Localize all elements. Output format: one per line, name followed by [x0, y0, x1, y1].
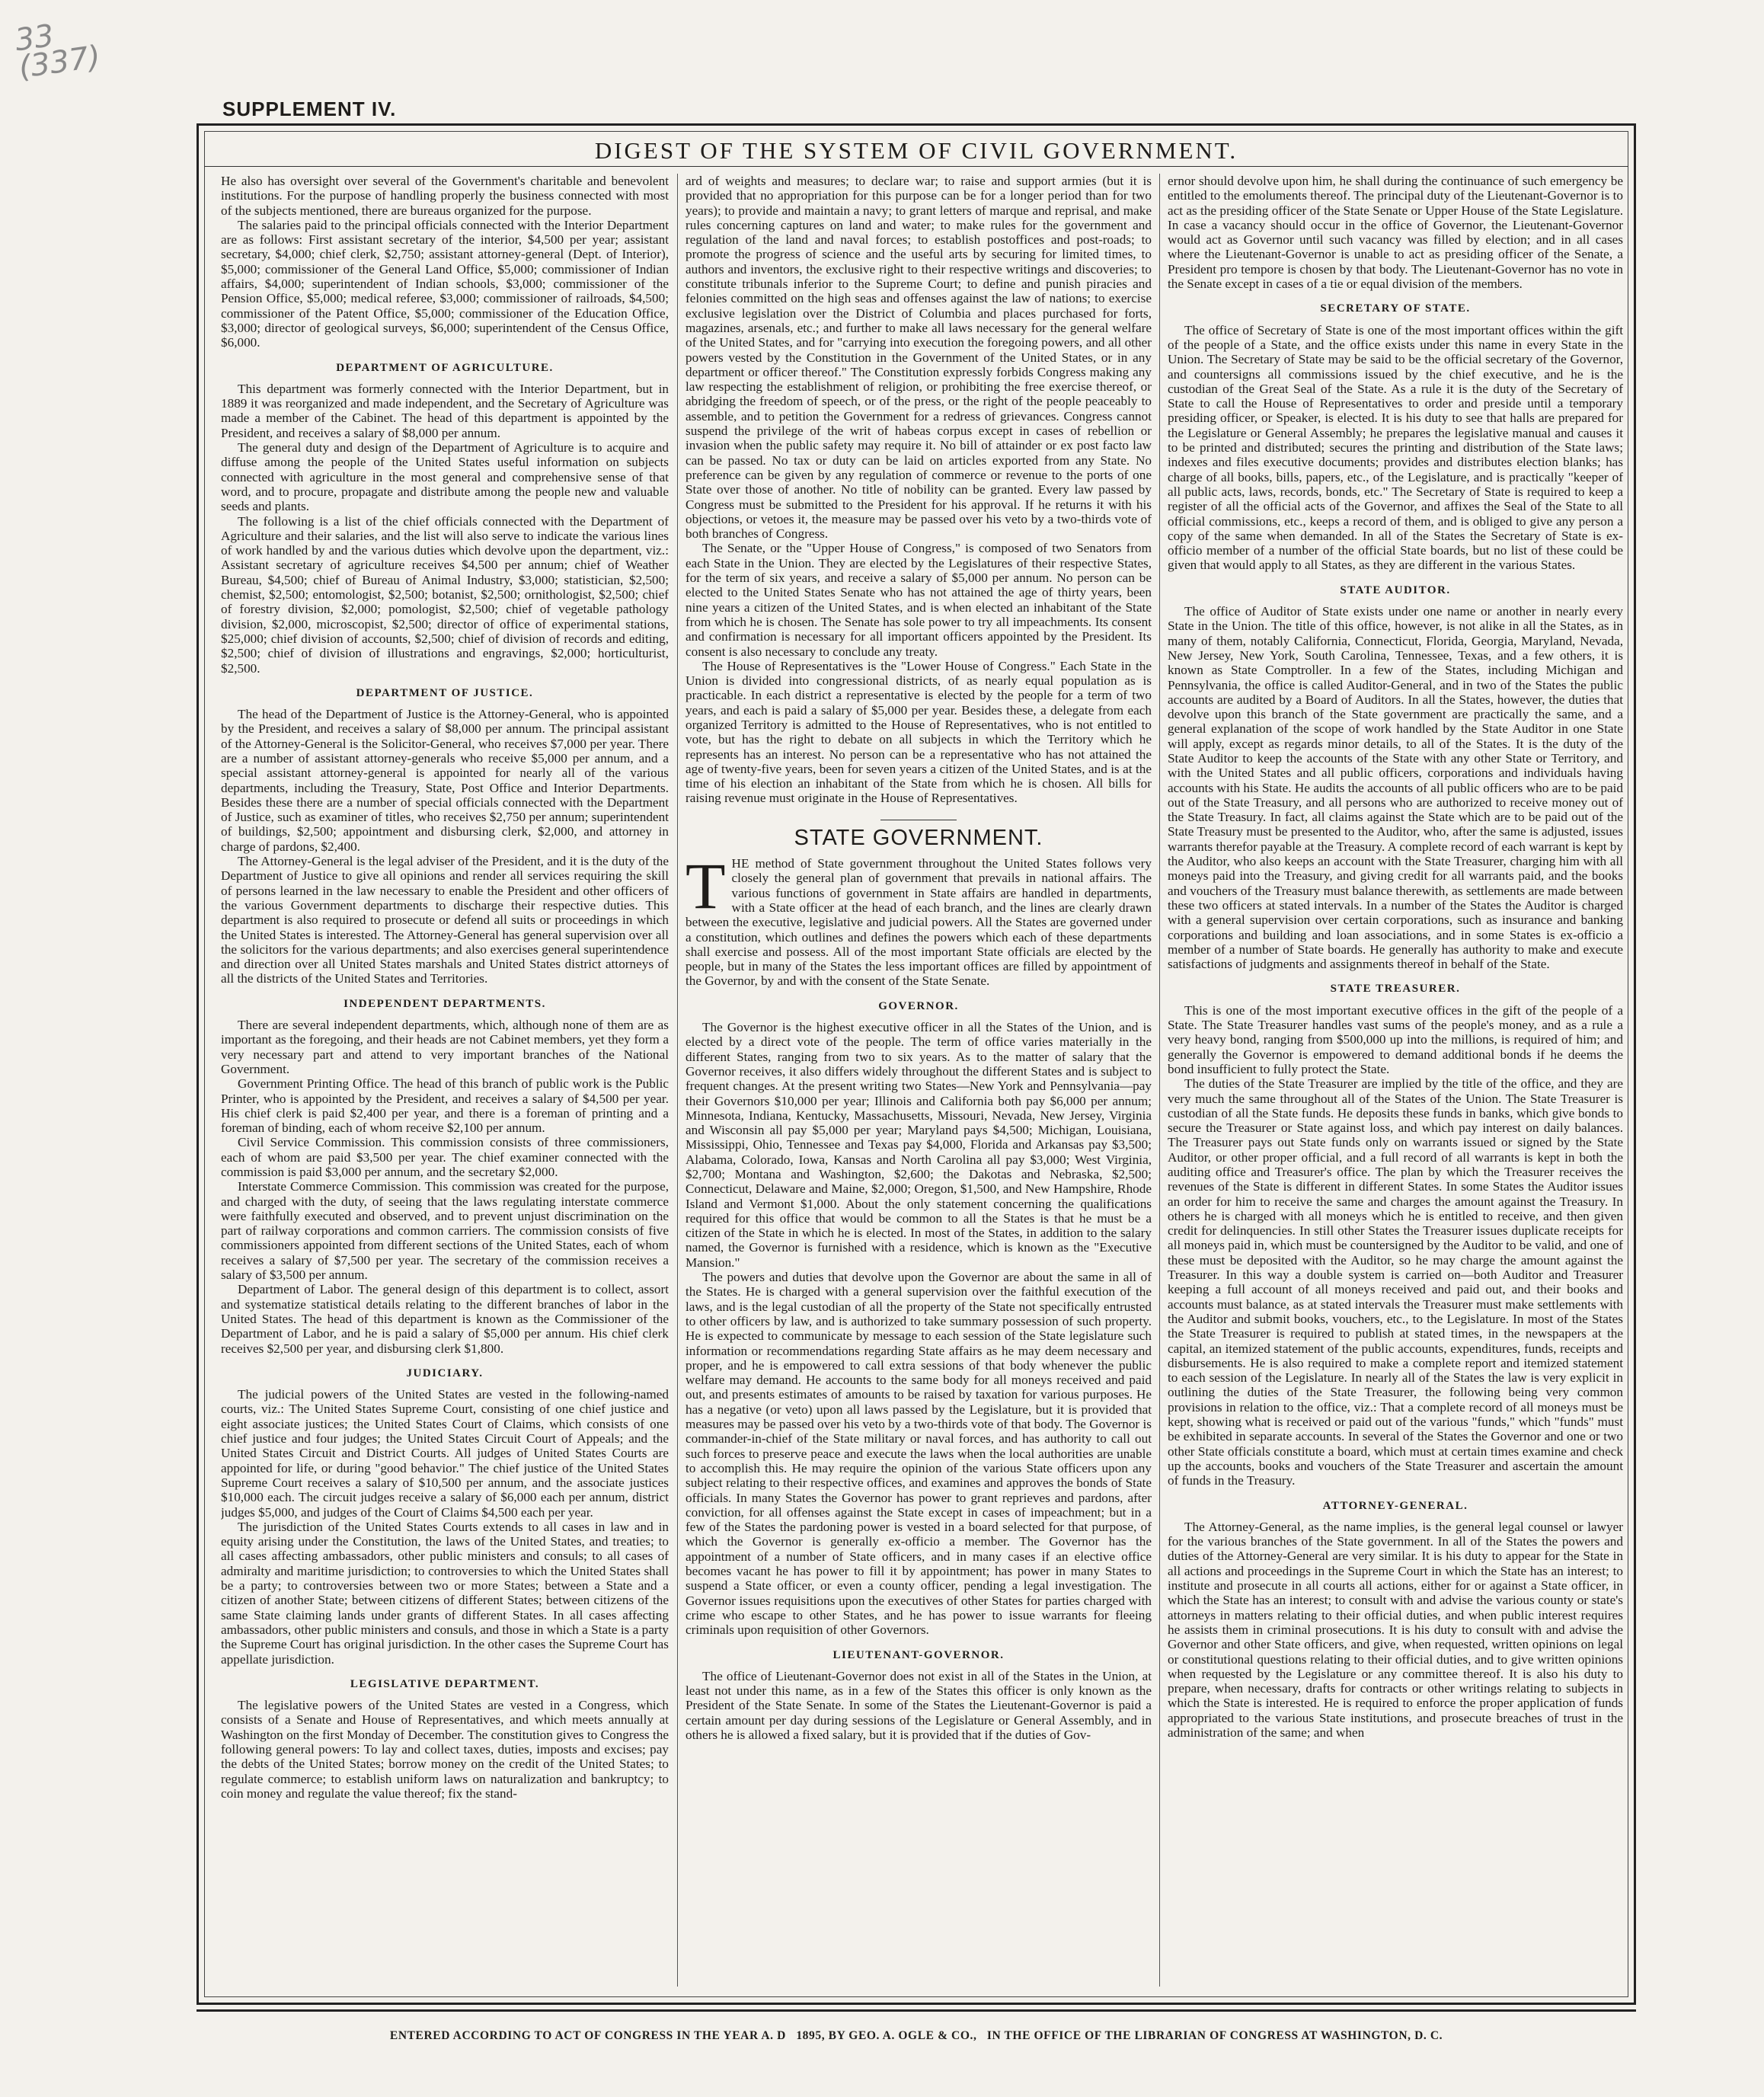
- section-heading: GOVERNOR.: [878, 999, 959, 1012]
- section-heading: INDEPENDENT DEPARTMENTS.: [344, 997, 546, 1010]
- paragraph: This department was formerly connected with the Interior Department, but in 1889 it was reorganized and made independent, and the Secretary of Agriculture was made a member of the Cabinet. The head of this department is appointed by the President, and receives a salary of $8,000 per annum.: [221, 381, 669, 440]
- paragraph: The jurisdiction of the United States Courts extends to all cases in law and in equity arising under the Constitution, the laws of the United States, and treaties; to all cases affecting ambassadors, other public ministers and consuls; to all cases of admiralty and maritime jurisdiction; to controversies to which the United States shall be a party; to controversies between two or more States; between a State and a citizen of another State; between citizens of different States; between citizens of the same State claiming lands under grants of different States. In all cases affecting ambassadors, other public ministers and consuls, and those in which a State is a party the Supreme Court has original jurisdiction. In the other cases the Supreme Court has appellate jurisdiction.: [221, 1519, 669, 1667]
- paragraph: Civil Service Commission. This commission consists of three commissioners, each of whom are paid $3,500 per year. The chief examiner connected with the commission is paid $3,000 per annum, and the secretary $2,000.: [221, 1135, 669, 1179]
- paragraph: The judicial powers of the United States are vested in the following-named courts, viz.: The United States Supreme Court, consisting of one chief justice and eight associate justices; the United States Court of Claims, which consists of one chief justice and four judges; the United States Circuit Court of Appeals; and the United States Circuit and District Courts. All judges of United States Courts are appointed for life, or during "good behavior." The chief justice of the United States Supreme Court receives a salary of $10,500 per annum, and the associate justices $10,000 each. The circuit judges receive a salary of $6,000 each per annum, district judges $5,000, and judges of the Court of Claims $4,500 each per year.: [221, 1387, 669, 1520]
- page-title: DIGEST OF THE SYSTEM OF CIVIL GOVERNMENT.: [594, 137, 1238, 164]
- state-government-title: STATE GOVERNMENT.: [794, 825, 1043, 850]
- column-divider-2: [1159, 174, 1160, 1987]
- section-heading: ATTORNEY-GENERAL.: [1322, 1499, 1468, 1512]
- section-heading: LIEUTENANT-GOVERNOR.: [832, 1648, 1005, 1661]
- title-rule: [204, 166, 1628, 167]
- paragraph: The Attorney-General, as the name implies, is the general legal counsel or lawyer for the various branches of the State government. In all of the States the powers and duties of the Attorney-General are very similar. It is his duty to appear for the State in all actions and proceedings in the Supreme Court in which the State has an interest; to institute and prosecute in all courts all actions, either for or against a State officer, in which the State has an interest; to consult with and advise the various county or state's attorneys in matters relating to their official duties, and when public interest requires he assists them in criminal prosecutions. It is his duty to consult with and advise the Governor and other State officers, and give, when requested, written opinions on legal or constitutional questions relating to their official duties, and to give written opinions when requested by the Legislature or any committee thereof. It is also his duty to prepare, when necessary, drafts for contracts or other writings relating to subjects in which the State is interested. He is required to enforce the proper application of funds appropriated to the various State institutions, and prosecute breaches of trust in the administration of the same; and when: [1168, 1519, 1623, 1740]
- section-heading: DEPARTMENT OF AGRICULTURE.: [336, 361, 554, 374]
- paragraph: The powers and duties that devolve upon the Governor are about the same in all of the States. He is charged with a general supervision over the faithful execution of the laws, and is the legal custodian of all the property of the State not specifically entrusted to other officers by law, and is authorized to take summary possession of such property. He is expected to communicate by message to each session of the State legislature such information or recommendations regarding State affairs as he may deem necessary and proper, and he is empowered to call extra sessions of that body whenever the public welfare may demand. He accounts to the same body for all moneys received and paid out, and presents estimates of amounts to be raised by taxation for various purposes. He has a negative (or veto) upon all laws passed by the Legislature, but it is provided that measures may be passed over his veto by a two-thirds vote of that body. The Governor is commander-in-chief of the State military or naval forces, and has authority to call out such forces to preserve peace and execute the laws when the local authorities are unable to accomplish this. He may require the opinion of the various State officers upon any subject relating to their respective offices, and examines and approves the bonds of State officials. In many States the Governor has power to grant reprieves and pardons, after conviction, for all offenses against the State except in cases of impeachment; but in a few of the States the pardoning power is vested in a board selected for that purpose, of which the Governor is generally ex-officio a member. The Governor has the appointment of a number of State officers, and in many cases if an elective office becomes vacant he has power to fill it by appointment; has power in many States to suspend a State officer, or even a county officer, pending a legal investigation. The Governor issues requisitions upon the executives of other States for parties charged with crime who escape to other States, and he has power to issue warrants for fleeing criminals upon requisition of other Governors.: [685, 1270, 1152, 1638]
- paragraph: The Attorney-General is the legal adviser of the President, and it is the duty of the Department of Justice to give all opinions and render all services requiring the skill of persons learned in the law necessary to enable the President and other officers of the various Government departments to discharge their respective duties. This department is also required to prosecute or defend all suits or proceedings in which the United States is interested. The Attorney-General has general supervision over all the solicitors for the various departments; and also exercises general superintendence and direction over all United States marshals and United States district attorneys of all the districts of the United States and Territories.: [221, 854, 669, 986]
- section-heading: STATE AUDITOR.: [1340, 583, 1451, 596]
- section-heading: SECRETARY OF STATE.: [1320, 302, 1471, 315]
- paragraph: The office of Secretary of State is one of the most important offices within the gift of the people of a State, and the office exists under this name in every State in the Union. The Secretary of State may be said to be the official secretary of the Governor, and countersigns all commissions issued by the chief executive, and he is the custodian of the Great Seal of the State. As a rule it is the duty of the Secretary of State to call the House of Representatives to order and preside until a temporary presiding officer, or Speaker, is elected. It is his duty to see that halls are prepared for the Legislature or General Assembly; he prepares the legislative manual and causes it to be printed and distributed; secures the printing and distribution of the State laws; indexes and files executive documents; provides and distributes election blanks; has charge of all books, bills, papers, etc., of the Legislature, and is practically "keeper of all public acts, laws, records, bonds, etc." The Secretary of State is required to keep a register of all the official acts of the Governor, and affixes the Seal of the State to all official commissions, etc., keeps a record of them, and is obliged to give any person a copy of the same when demanded. In all of the States the Secretary of State is ex-officio member of a number of the official State boards, but no list of these could be given that would apply to all States, as they are different in the various States.: [1168, 322, 1623, 573]
- paragraph: Department of Labor. The general design of this department is to collect, assort and systematize statistical details relating to the different branches of labor in the United States. The head of this department is known as the Commissioner of the Department of Labor, and he is paid a salary of $5,000 per annum. His chief clerk receives $2,500 per year, and disbursing clerk $1,800.: [221, 1282, 669, 1356]
- paragraph: The general duty and design of the Department of Agriculture is to acquire and diffuse among the people of the United States useful information on subjects connected with agriculture in the most general and comprehensive sense of that word, and to procure, propagate and distribute among the people new and valuable seeds and plants.: [221, 440, 669, 514]
- paragraph: The legislative powers of the United States are vested in a Congress, which consists of a Senate and House of Representatives, and which meets annually at Washington on the first Monday of December. The constitution gives to Congress the following general powers: To lay and collect taxes, duties, imposts and excises; pay the debts of the United States; borrow money on the credit of the United States; to regulate commerce; to establish uniform laws on naturalization and bankruptcy; to coin money and regulate the value thereof; fix the stand-: [221, 1698, 669, 1801]
- paragraph: He also has oversight over several of the Government's charitable and benevolent institutions. For the purpose of handling properly the business connected with most of the subjects mentioned, there are bureaus organized for the purpose.: [221, 174, 669, 218]
- paragraph: This is one of the most important executive offices in the gift of the people of a State. The State Treasurer handles vast sums of the people's money, and as a rule a very heavy bond, ranging from $500,000 up into the millions, is required of him; and generally the Governor is empowered to demand additional bonds if he deems the bond insufficient to fully protect the State.: [1168, 1002, 1623, 1076]
- section-heading: JUDICIARY.: [406, 1367, 484, 1379]
- paragraph: The following is a list of the chief officials connected with the Department of Agriculture and their salaries, and the list will also serve to indicate the various lines of work handled by and the various duties which devolve upon the department, viz.: Assistant secretary of agriculture receives $4,500 per annum; chief of Weather Bureau, $4,500; chief of Bureau of Animal Industry, $3,000; statistician, $2,500; chemist, $2,500; entomologist, $2,500; botanist, $2,500; ornithologist, $2,500; chief of forestry division, $2,000; pomologist, $2,500; chief of vegetable pathology division, $2,000, microscopist, $2,500; director of office of experimental stations, $25,000; chief division of accounts, $2,500; chief of division of records and editing, $2,500; chief of division of illustrations and engravings, $2,000; horticulturist, $2,500.: [221, 513, 669, 676]
- column-1: [221, 174, 669, 1979]
- section-heading: LEGISLATIVE DEPARTMENT.: [350, 1677, 540, 1690]
- drop-cap: T: [685, 849, 726, 923]
- paragraph: The Governor is the highest executive officer in all the States of the Union, and is elected by a direct vote of the people. The term of office varies materially in the different States, ranging from two to six years. As to the matter of salary that the Governor receives, it also differs widely throughout the different States and is subject to frequent changes. At the present writing two States—New York and Pennsylvania—pay their Governors $10,000 per year; Illinois and California both pay $6,000 per annum; Minnesota, Indiana, Kentucky, Massachusetts, Missouri, Nevada, New Jersey, Virginia and Wisconsin all pay $5,000 per year; Maryland pays $4,500; Michigan, Louisiana, Mississippi, Ohio, Tennessee and Texas pay $4,000, Florida and Arkansas pay $3,500; Alabama, Colorado, Iowa, Kansas and North Carolina all pay $3,000; West Virginia, $2,700; Montana and Washington, $2,600; the Dakotas and Nebraska, $2,500; Connecticut, Delaware and Maine, $2,000; Oregon, $1,500, and New Hampshire, Rhode Island and Vermont $1,000. About the only statement concerning the qualifications required for this office that would be common to all the States is that he must be a citizen of the State in which he is elected. In most of the States, in addition to the salary named, the Governor is furnished with a residence, which is known as the "Executive Mansion.": [685, 1020, 1152, 1270]
- paragraph: The head of the Department of Justice is the Attorney-General, who is appointed by the President, and receives a salary of $8,000 per annum. The principal assistant of the Attorney-General is the Solicitor-General, who receives $7,000 per year. There are a number of assistant attorney-generals who receive $5,000 per annum, and a special assistant attorney-general is appointed for nearly all of the various departments, including the Treasury, State, Post Office and Interior Departments. Besides these there are a number of special officials connected with the Department of Justice, such as examiner of titles, who receives $2,750 per annum; superintendent of buildings, $2,500; appointment and disbursing clerk, $2,000, and attorney in charge of pardons, $2,400.: [221, 707, 669, 854]
- bottom-rule: [197, 2009, 1636, 2012]
- paragraph: The office of Lieutenant-Governor does not exist in all of the States in the Union, at least not under this name, as in a few of the States this officer is only known as the President of the State Senate. In some of the States the Lieutenant-Governor is paid a certain amount per day during sessions of the Legislature or General Assembly, and in others he is allowed a fixed salary, but it is provided that if the duties of Gov-: [685, 1668, 1152, 1742]
- section-heading: DEPARTMENT OF JUSTICE.: [356, 686, 534, 699]
- column-divider-1: [677, 174, 678, 1987]
- copyright-footer: ENTERED ACCORDING TO ACT OF CONGRESS IN THE YEAR A. D 1895, BY GEO. A. OGLE & CO., IN THE OFFICE OF THE LIBRARIAN OF CONGRESS AT WASHINGTON, D. C.: [389, 2029, 1443, 2042]
- paragraph: ernor should devolve upon him, he shall during the continuance of such emergency be entitled to the emoluments thereof. The principal duty of the Lieutenant-Governor is to act as the presiding officer of the State Senate or Upper House of the State Legislature. In case a vacancy should occur in the office of Governor, the Lieutenant-Governor would act as Governor until such vacancy was filled by election; and in all cases where the Lieutenant-Governor is unable to act as presiding officer of the Senate, a President pro tempore is chosen by that body. The Lieutenant-Governor has no vote in the Senate except in cases of a tie or equal division of the members.: [1168, 174, 1623, 292]
- paragraph: ard of weights and measures; to declare war; to raise and support armies (but it is provided that no appropriation for this purpose can be for a longer period than for two years); to provide and maintain a navy; to grant letters of marque and reprisal, and make rules concerning captures on land and water; to make rules for the government and regulation of the land and naval forces; to establish postoffices and post-roads; to promote the progress of science and the useful arts by securing for limited times, to authors and inventors, the exclusive right to their respective writings and discoveries; to constitute tribunals inferior to the Supreme Court; to define and punish piracies and felonies committed on the high seas and offenses against the law of nations; to exercise exclusive legislation over the District of Columbia and places purchased for forts, magazines, arsenals, etc.; and further to make all laws necessary for the general welfare of the United States, and for "carrying into execution the foregoing powers, and all other powers vested by the Constitution in the Government of the United States, or in any department or officer thereof." The Constitution expressly forbids Congress making any law respecting the establishment of religion, or prohibiting the free exercise thereof, or abridging the freedom of speech, or of the press, or the right of the people peaceably to assemble, and to petition the Government for a redress of grievances. Congress cannot suspend the privilege of the writ of habeas corpus except in cases of rebellion or invasion when the public safety may require it. No bill of attainder or ex post facto law can be passed. No tax or duty can be laid on articles exported from any State. No preference can be given by any regulation of commerce or revenue to the ports of one State over those of another. No title of nobility can be granted. Every law passed by Congress must be submitted to the President for his approval. If he returns it with his objections, or vetoes it, the measure may be passed over his veto by a two-thirds vote of both branches of Congress.: [685, 174, 1152, 542]
- paragraph: The duties of the State Treasurer are implied by the title of the office, and they are very much the same throughout all of the States of the Union. The State Treasurer is custodian of all the State funds. He deposits these funds in banks, which give bonds to secure the Treasurer or State against loss, and which pay interest on daily balances. The Treasurer pays out State funds only on warrants issued or signed by the State Auditor, or other proper official, and a full record of all warrants is kept in both the auditing office and Treasurer's office. The plan by which the Treasurer receives the revenues of the State is different in different States. In some States the Auditor issues an order for him to receive the same and charges the amount against the Treasury. In others he is charged with all moneys which he is entitled to receive, and then given credit for delinquencies. In still other States the Treasurer issues duplicate receipts for all moneys paid in, which must be countersigned by the Auditor to be valid, and one of these must be deposited with the Auditor, so he may charge the amount against the Treasurer. In this way a double system is carried on—both Auditor and Treasurer keeping a full account of all moneys received and paid out, and their books and accounts must balance, as at stated intervals the Treasurer must make settlements with the Auditor and submit books, vouchers, etc., to the Legislature. In most of the States the State Treasurer is required to publish at stated times, in the newspapers at the capital, an itemized statement of the public accounts, expenditures, funds, receipts and disbursements. He is also required to make a complete report and itemized statement to each session of the Legislature. In nearly all of the States the law is very explicit in outlining the duties of the State Treasurer, the following being very common provisions in relation to the office, viz.: That a complete record of all moneys must be kept, showing what is received or paid out of the various "funds," which "funds" must be exhibited in separate accounts. In several of the States the Governor and one or two other State officials constitute a board, which must at certain times examine and check up the accounts, books and vouchers of the State Treasurer and ascertain the amount of funds in the Treasury.: [1168, 1076, 1623, 1488]
- supplement-label: SUPPLEMENT IV.: [222, 97, 397, 120]
- paragraph: [685, 849, 1152, 989]
- paragraph: Interstate Commerce Commission. This commission was created for the purpose, and charged with the duty, of seeing that the laws regulating interstate commerce were faithfully executed and observed, and to prevent unjust discrimination on the part of railway corporations and common carriers. The commission consists of five commissioners appointed from different sections of the United States, each of whom receives a salary of $7,500 per year. The secretary of the commission receives a salary of $3,500 per annum.: [221, 1179, 669, 1283]
- column-3: [1168, 174, 1623, 1979]
- paragraph: Government Printing Office. The head of this branch of public work is the Public Printer, who is appointed by the President, and receives a salary of $4,500 per year. His chief clerk is paid $2,400 per year, and there is a foreman of printing and a foreman of binding, each of whom receive $2,100 per annum.: [221, 1076, 669, 1136]
- paragraph: The House of Representatives is the "Lower House of Congress." Each State in the Union is divided into congressional districts, of as nearly equal population as is practicable. In each district a representative is elected by the people for a term of two years, and each is paid a salary of $5,000 per year. Besides these, a delegate from each organized Territory is admitted to the House of Representatives, who is not entitled to vote, but has the right to debate on all subjects in which the Territory which he represents has an interest. No person can be a representative who has not attained the age of twenty-five years, been for seven years a citizen of the United States, and is at the time of his election an inhabitant of the State from which he is chosen. All bills for raising revenue must originate in the House of Representatives.: [685, 658, 1152, 806]
- section-heading: STATE TREASURER.: [1330, 983, 1461, 996]
- paragraph: The Senate, or the "Upper House of Congress," is composed of two Senators from each State in the Union. They are elected by the Legislatures of their respective States, for the term of six years, and receive a salary of $5,000 per annum. No person can be elected to the United States Senate who has not attained the age of thirty years, been nine years a citizen of the United States, and is when elected an inhabitant of the State from which he is chosen. The Senate has sole power to try all impeachments. Its consent and confirmation is necessary for all important officers appointed by the President. Its consent is also necessary to conclude any treaty.: [685, 541, 1152, 659]
- column-2: [685, 174, 1152, 1979]
- paragraph: There are several independent departments, which, although none of them are as important as the foregoing, and their heads are not Cabinet members, yet they form a very necessary part and attend to very important branches of the National Government.: [221, 1018, 669, 1076]
- paragraph: The salaries paid to the principal officials connected with the Interior Department are as follows: First assistant secretary of the interior, $4,500 per year; assistant secretary, $4,000; chief clerk, $2,750; assistant attorney-general (Dept. of Interior), $5,000; commissioner of the General Land Office, $5,000; commissioner of Indian affairs, $4,000; superintendent of Indian schools, $3,000; commissioner of the Pension Office, $5,000; medical referee, $3,000; commissioner of railroads, $4,500; commissioner of the Patent Office, $5,000; commissioner of the Education Office, $3,000; director of geological surveys, $6,000; superintendent of the Census Office, $6,000.: [221, 217, 669, 350]
- state-intro-text: HE method of State government throughout the United States follows very closely the general plan of government that prevails in national affairs. The various functions of government in State affairs are handled in departments, with a State officer at the head of each branch, and the lines are clearly drawn between the executive, legislative and judicial powers. All the States are governed under a constitution, which outlines and defines the powers which each of these departments shall exercise and possess. All of the most important State officials are elected by the people, but in many of the States the less important offices are filled by appointment of the Governor, by and with the consent of the State Senate.: [685, 856, 1152, 989]
- paragraph: The office of Auditor of State exists under one name or another in nearly every State in the Union. The title of this office, however, is not alike in all the States, as in many of them, notably California, Connecticut, Florida, Georgia, Maryland, Nevada, New Jersey, New York, South Carolina, Tennessee, Texas, and a few others, it is known as State Comptroller. In a few of the States, including Michigan and Pennsylvania, the office is called Auditor-General, and in two of the States the public accounts are audited by a Board of Auditors. In all the States, however, the duties that devolve upon this branch of the State government are practically the same, and a general explanation of the scope of work handled by the State Auditor in one State will apply, except as regards minor details, to all of the States. It is the duty of the State Auditor to keep the accounts of the State with any other State or Territory, and with the United States and all public officers, corporations and individuals having accounts with his State. He audits the accounts of all public officers who are to be paid out of the State Treasury, and all persons who are authorized to receive money out of the State Treasury. In fact, all claims against the State which are to be paid out of the State Treasury must be presented to the Auditor, who, after the same is adjusted, issues warrants therefor payable at the Treasury. A complete record of each warrant is kept by the Auditor, who also keeps an account with the State Treasurer, charging him with all moneys paid into the Treasury, and giving credit for all warrants paid, and the books and vouchers of the Treasury must balance therewith, as settlements are made between these two officers at stated intervals. In a number of the States the Auditor is charged with a general supervision over certain corporations, such as insurance and banking corporations and building and loan associations, and in some States is ex-officio a member of a number of State boards. He generally has authority to make and execute satisfactions of judgments and assignments thereof in behalf of the State.: [1168, 604, 1623, 972]
- pencil-page-number: 33 (337): [12, 18, 103, 86]
